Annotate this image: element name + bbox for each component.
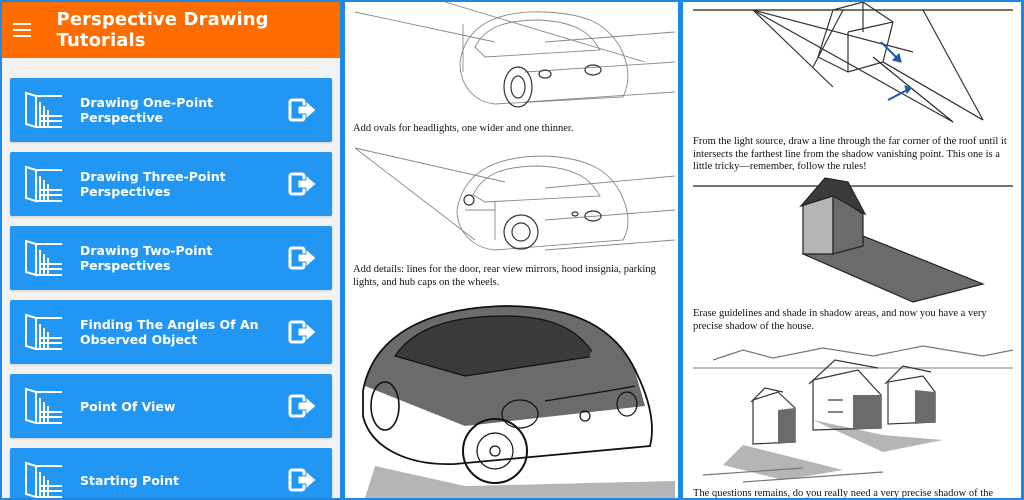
caption-question: The questions remains, do you really need a very precise shadow of the — [693, 488, 994, 498]
tutorial-page-car[interactable] — [345, 2, 678, 498]
car-sketch-shaded — [345, 296, 678, 498]
tutorial-item-label: Drawing One-Point Perspective — [80, 95, 214, 125]
car-sketch-details — [345, 140, 678, 262]
document-icon — [22, 164, 68, 204]
document-icon — [22, 90, 68, 130]
open-arrow-icon[interactable] — [288, 97, 318, 123]
car-sketch-headlights — [345, 2, 678, 120]
house-shadow-sketch — [683, 174, 1021, 304]
tutorial-item-label: Drawing Two-Point Perspectives — [80, 243, 213, 273]
open-arrow-icon[interactable] — [288, 319, 318, 345]
document-icon — [22, 460, 68, 498]
open-arrow-icon[interactable] — [288, 245, 318, 271]
tutorial-page-house[interactable] — [683, 2, 1021, 498]
tutorial-item-starting-point[interactable] — [10, 448, 332, 498]
roof-shadow-construction — [683, 2, 1021, 132]
tutorial-item-three-point-perspectives[interactable] — [10, 152, 332, 216]
caption-headlights: Add ovals for headlights, one wider and one thinner. — [353, 123, 574, 134]
tutorial-item-point-of-view[interactable] — [10, 374, 332, 438]
app-screen — [2, 2, 340, 498]
caption-roof-line: From the light source, draw a line through the far corner of the roof until it intersects the farthest line from the shadow vanishing point. This one is a little tricky—remember, follow the rules! — [693, 136, 1007, 172]
caption-shade-shadow: Erase guidelines and shade in shadow areas, and now you have a very precise shadow of the house. — [693, 308, 987, 332]
houses-landscape-sketch — [683, 340, 1021, 486]
hamburger-menu-icon[interactable] — [2, 2, 43, 58]
caption-details: Add details: lines for the door, rear view mirrors, hood insignia, parking lights, and hub caps on the wheels. — [353, 264, 656, 288]
tutorial-item-label: Finding The Angles Of An Observed Object — [80, 317, 259, 347]
tutorial-item-two-point-perspectives[interactable] — [10, 226, 332, 290]
open-arrow-icon[interactable] — [288, 171, 318, 197]
open-arrow-icon[interactable] — [288, 393, 318, 419]
document-icon — [22, 386, 68, 426]
document-icon — [22, 238, 68, 278]
tutorial-item-label: Drawing Three-Point Perspectives — [80, 169, 226, 199]
app-bar — [2, 2, 340, 58]
tutorial-item-label: Starting Point — [80, 472, 179, 488]
tutorial-list — [2, 58, 340, 498]
tutorial-item-label: Point Of View — [80, 398, 176, 414]
tutorial-item-finding-angles[interactable] — [10, 300, 332, 364]
app-title: Perspective Drawing Tutorials — [56, 9, 269, 51]
open-arrow-icon[interactable] — [288, 467, 318, 493]
document-icon — [22, 312, 68, 352]
tutorial-item-one-point-perspective[interactable] — [10, 78, 332, 142]
